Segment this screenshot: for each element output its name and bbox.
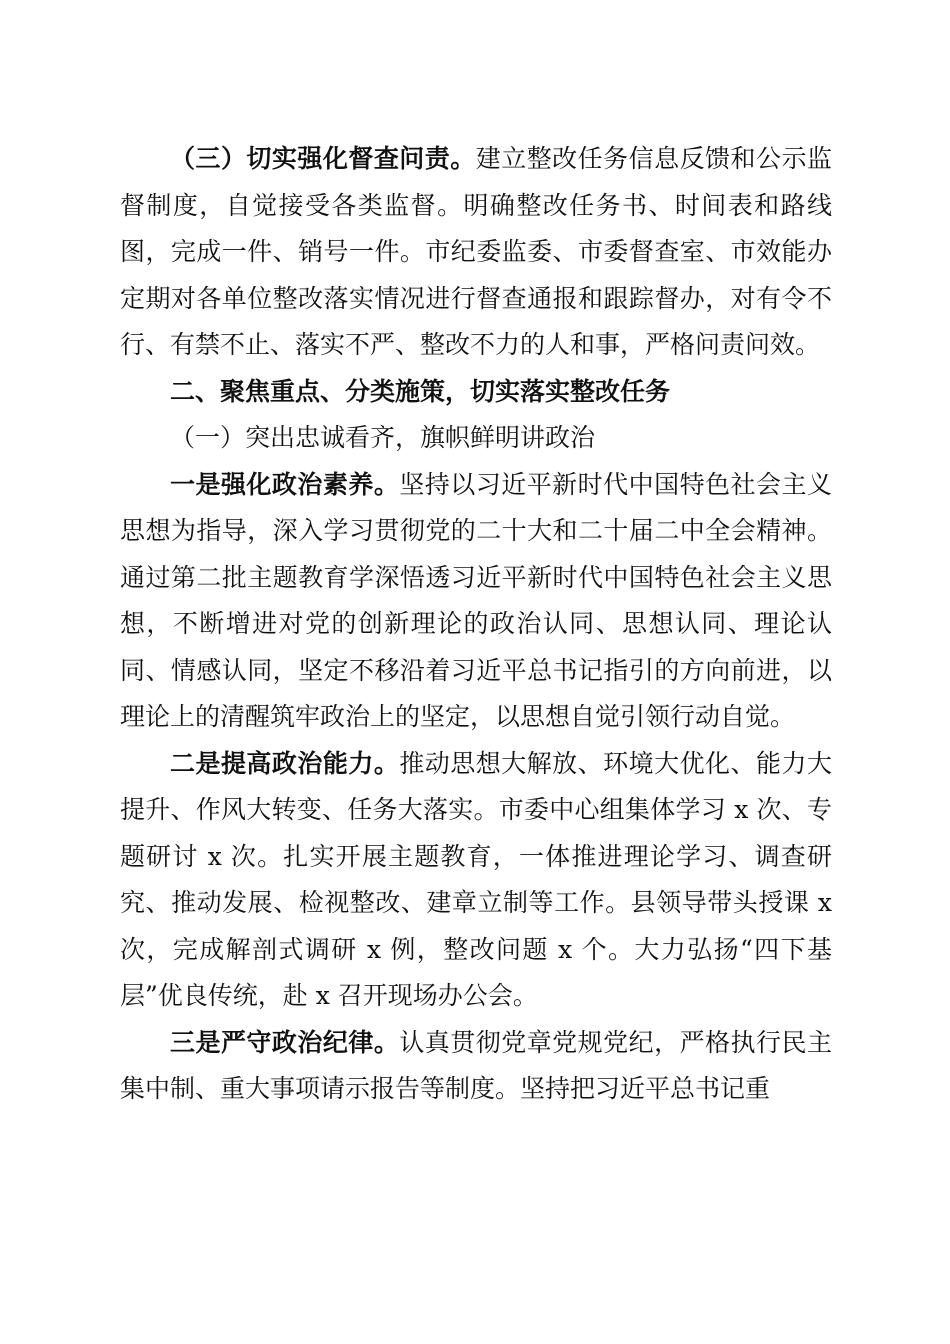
- paragraph-text: 推动思想大解放、环境大优化、能力大提升、作风大转变、任务大落实。市委中心组集体学习 x 次、专题研讨 x 次。扎实开展主题教育，一体推进理论学习、调查研究、推动发展、检视整改、建章立制等工作。县领导带头授课 x 次，完成解剖式调研 x 例，整改问题 x 个。大力弘扬“四下基层”优良传统，赴 x 召开现场办公会。: [120, 748, 832, 1010]
- paragraph-lead: （三）切实强化督查问责。: [170, 144, 476, 173]
- paragraph-lead: 二是提高政治能力。: [170, 748, 400, 778]
- subsection-heading: （一）突出忠诚看齐，旗帜鲜明讲政治: [170, 423, 596, 452]
- section-heading: 二、聚焦重点、分类施策，切实落实整改任务: [170, 376, 671, 406]
- paragraph-text: 认真贯彻党章党规党纪，严格执行民主集中制、重大事项请示报告等制度。坚持把习近平总书记重: [120, 1027, 832, 1103]
- paragraph-text: 坚持以习近平新时代中国特色社会主义思想为指导，深入学习贯彻党的二十大和二十届二中全会精神。通过第二批主题教育学深悟透习近平新时代中国特色社会主义思想，不断增进对党的创新理论的政治认同、思想认同、理论认同、情感认同，坚定不移沿着习近平总书记指引的方向前进，以理论上的清醒筑牢政治上的坚定，以思想自觉引领行动自觉。: [120, 469, 832, 731]
- paragraph-text: 建立整改任务信息反馈和公示监督制度，自觉接受各类监督。明确整改任务书、时间表和路线图，完成一件、销号一件。市纪委监委、市委督查室、市效能办定期对各单位整改落实情况进行督查通报和跟踪督办，对有令不行、有禁不止、落实不严、整改不力的人和事，严格问责问效。: [120, 144, 832, 359]
- paragraph-lead: 三是严守政治纪律。: [170, 1027, 400, 1057]
- paragraph-political-discipline: [120, 1020, 832, 1113]
- paragraph-political-ability: [120, 741, 832, 1020]
- paragraph-political-literacy: [120, 462, 832, 741]
- paragraph-supervision-accountability: [120, 136, 832, 369]
- document-body: [120, 136, 832, 1113]
- paragraph-lead: 一是强化政治素养。: [170, 469, 400, 499]
